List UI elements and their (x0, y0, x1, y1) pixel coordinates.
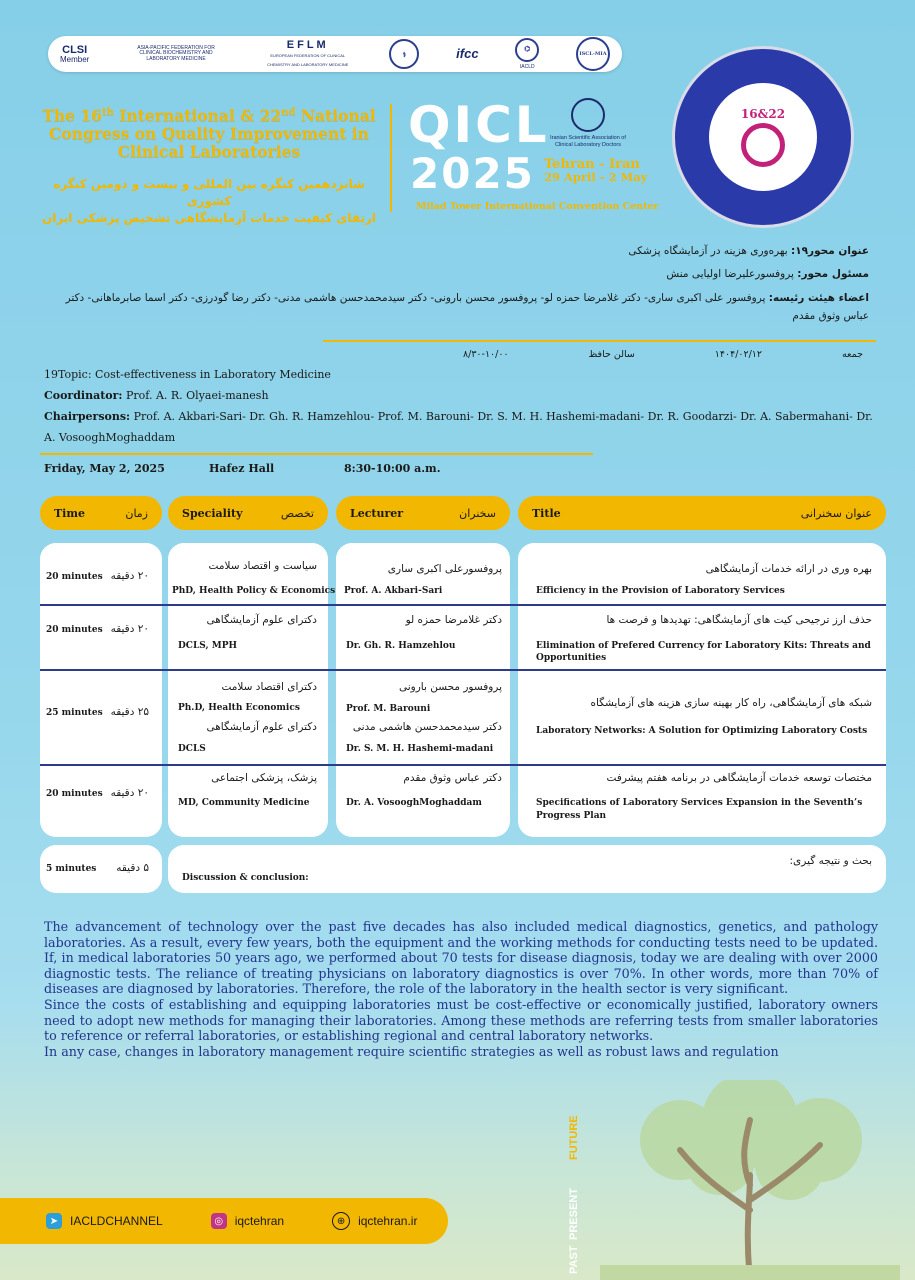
row1-time-en: 20 minutes (46, 572, 103, 582)
globe-icon: ⊕ (332, 1212, 350, 1230)
row4-title-fa: مختصات توسعه خدمات آزمایشگاهی در برنامه هفتم پیشرفت (606, 772, 872, 784)
row3-lect-en2: Dr. S. M. H. Hashemi-madani (346, 744, 494, 754)
timeline-past: PAST (568, 1245, 580, 1274)
row-separator (40, 604, 886, 606)
row1-title-en: Efficiency in the Provision of Laboratory Services (536, 586, 785, 596)
discussion-panel (168, 845, 886, 893)
telegram-link[interactable]: ➤ IACLDCHANNEL (46, 1213, 163, 1229)
congress-location: Tehran - Iran 29 April - 2 May (544, 157, 648, 184)
title-divider (390, 104, 392, 212)
row3-lect-fa: پروفسور محسن بارونی (398, 681, 502, 693)
row4-lect-fa: دکتر عباس وثوق مقدم (403, 772, 502, 784)
association-emblem-icon: ⚕ (389, 39, 419, 69)
discussion-fa: بحث و نتیجه گیری: (789, 855, 872, 867)
row4-time-fa: ۲۰ دقیقه (110, 787, 149, 799)
row3-title-fa: شبکه های آزمایشگاهی، راه کار بهینه سازی هزینه های آزمایشگاه (590, 697, 872, 709)
coordinator-en: Coordinator: Prof. A. R. Olyaei-manesh (44, 389, 269, 402)
session-date-fa: جمعه ۱۴۰۴/۰۲/۱۲ سالن حافظ ۸/۳۰-۱۰/۰۰ (463, 349, 863, 360)
row3-time-fa: ۲۵ دقیقه (110, 706, 149, 718)
association-name: Iranian Scientific Association of Clinical Laboratory Doctors (548, 98, 628, 149)
en-divider (40, 453, 593, 455)
description-text: The advancement of technology over the past five decades has also included medical diagnostics, genetics, and pathology laboratories. As a result, every few years, both the equipment and the working methods for conducting tests need to be updated. If, in medical laboratories 50 years ago, we performed about 70 tests for disease diagnosis, today we are dealing with over 2000 diagnostic tests. The reliance of treating physicians on laboratory diagnostics is over 70%. In other words, more than 70% of diseases are diagnosed by laboratories. Therefore, the role of the laboratory in the health sector is very significant. Since the costs of establishing and equipping laboratories must be cost-effective or economically justified, laboratory owners need to adopt new methods for managing their laboratories. Among these methods are referring tests from smaller laboratories to reference or referral laboratories, or establishing regional and central laboratory networks. In any case, changes in laboratory management require scientific strategies as well as robust laws and regulation (44, 919, 878, 1059)
telegram-icon: ➤ (46, 1213, 62, 1229)
row-separator (40, 669, 886, 671)
timeline-future: FUTURE (568, 1115, 580, 1160)
topic-en: 19Topic: Cost-effectiveness in Laboratory Medicine (44, 368, 331, 381)
row-separator (40, 764, 886, 766)
row3-spec-fa: دکترای اقتصاد سلامت (221, 681, 317, 693)
timeline-present: PRESENT (568, 1188, 580, 1240)
row2-time-fa: ۲۰ دقیقه (110, 623, 149, 635)
session-info-fa (39, 240, 869, 325)
session-info-en (44, 364, 884, 448)
discussion-time-en: 5 minutes (46, 864, 97, 874)
row1-time-fa: ۲۰ دقیقه (110, 570, 149, 582)
row2-spec-en: DCLS, MPH (178, 641, 237, 651)
discussion-en: Discussion & conclusion: (182, 873, 309, 883)
eflm-logo: EFLM EUROPEAN FEDERATION OF CLINICAL CHEMISTRY AND LABORATORY MEDICINE (267, 39, 349, 68)
row2-spec-fa: دکترای علوم آزمایشگاهی (206, 614, 317, 626)
row2-lect-fa: دکتر غلامرضا حمزه لو (405, 614, 502, 626)
row1-lect-fa: پروفسورعلی اکبری ساری (387, 563, 502, 575)
tree-illustration (600, 1080, 900, 1280)
congress-year: 2025 (410, 149, 535, 198)
iscl-mia-logo: ISCL-MIA (576, 37, 610, 71)
seal-number: 16&22 (740, 107, 786, 121)
row1-spec-en: PhD, Health Policy & Economics (172, 586, 336, 596)
chairpersons-en: Chairpersons: Prof. A. Akbari-Sari- Dr. Gh. R. Hamzehlou- Prof. M. Barouni- Dr. S. M. H. Hashemi-madani- Dr. R. Goodarzi- Dr. A. Sabermahani- Dr. A. VosooghMoghaddam (44, 410, 873, 444)
seal-center (709, 83, 817, 191)
congress-seal (672, 46, 854, 228)
sponsor-logo-bar (48, 36, 622, 72)
coordinator-fa: مسئول محور: پروفسورعلیرضا اولیایی منش (666, 268, 869, 280)
row1-title-fa: بهره وری در ارائه خدمات آزمایشگاهی (705, 563, 872, 575)
fa-divider (323, 340, 876, 342)
seal-q-icon (741, 123, 785, 167)
congress-title-en: The 16th International & 22nd National Congress on Quality Improvement in Clinical Laboratories (42, 106, 376, 162)
header-lecturer: Lecturer سخنران (336, 496, 510, 530)
row2-time-en: 20 minutes (46, 625, 103, 635)
row3-spec-fa2: دکترای علوم آزمایشگاهی (206, 721, 317, 733)
discussion-time-fa: ۵ دقیقه (116, 862, 149, 874)
row1-spec-fa: سیاست و اقتصاد سلامت (208, 560, 317, 572)
website-link[interactable]: ⊕ iqctehran.ir (332, 1212, 417, 1230)
row3-title-en: Laboratory Networks: A Solution for Optimizing Laboratory Costs (536, 726, 868, 736)
ifcc-logo: ifcc (456, 45, 479, 61)
congress-title-fa: شانزدهمین کنگره بین المللی و بیست و دومین کنگره کشوری ارتقای کیفیت خدمات آزمایشگاهی تشخیص پزشکی ایران (41, 177, 376, 225)
instagram-icon: ◎ (211, 1213, 227, 1229)
row4-spec-fa: پزشک، پزشکی اجتماعی (211, 772, 317, 784)
row1-lect-en: Prof. A. Akbari-Sari (344, 586, 443, 596)
row3-lect-en: Prof. M. Barouni (346, 704, 431, 714)
session-date-en: Friday, May 2, 2025 Hafez Hall 8:30-10:00 a.m. (44, 462, 441, 475)
apfcb-logo: ASIA-PACIFIC FEDERATION FOR CLINICAL BIOCHEMISTRY AND LABORATORY MEDICINE (137, 44, 215, 62)
row3-time-en: 25 minutes (46, 708, 103, 718)
row3-spec-en: Ph.D, Health Economics (178, 703, 300, 713)
iacld-logo: ⌬ IACLD (515, 38, 539, 71)
row3-spec-en2: DCLS (178, 744, 206, 754)
row4-time-en: 20 minutes (46, 789, 103, 799)
instagram-link[interactable]: ◎ iqctehran (211, 1213, 284, 1229)
chairpersons-fa: اعضاء هیئت رئیسه: پروفسور علی اکبری ساری- دکتر غلامرضا حمزه لو- پروفسور محسن بارونی- دکتر سیدمحمدحسن هاشمی مدنی- دکتر رضا گودرزی- دکتر اسما صابرماهانی- دکتر عباس وثوق مقدم (65, 292, 869, 322)
row4-title-en: Specifications of Laboratory Services Expansion in the Seventh’s Progress Plan (536, 798, 863, 821)
topic-fa: عنوان محور۱۹: بهره‌وری هزینه در آزمایشگاه پزشکی (628, 245, 869, 257)
microscope-icon: ⌬ (515, 38, 539, 62)
header-title: Title عنوان سخنرانی (518, 496, 886, 530)
social-footer (0, 1198, 448, 1244)
congress-venue: Milad Tower International Convention Center (416, 201, 659, 212)
row4-spec-en: MD, Community Medicine (178, 798, 310, 808)
row3-lect-fa2: دکتر سیدمحمدحسن هاشمی مدنی (352, 721, 502, 733)
association-seal-icon (571, 98, 605, 132)
clsi-logo: CLSI Member (60, 43, 90, 64)
header-speciality: Speciality تخصص (168, 496, 328, 530)
row2-lect-en: Dr. Gh. R. Hamzehlou (346, 641, 456, 651)
qicl-logo-text: QICL (408, 96, 550, 154)
row2-title-fa: حذف ارز ترجیحی کیت های آزمایشگاهی: تهدیدها و فرصت ها (606, 614, 872, 626)
header-time: Time زمان (40, 496, 162, 530)
row4-lect-en: Dr. A. VosooghMoghaddam (346, 798, 482, 808)
row2-title-en: Elimination of Prefered Currency for Laboratory Kits: Threats and Opportunities (536, 641, 871, 663)
